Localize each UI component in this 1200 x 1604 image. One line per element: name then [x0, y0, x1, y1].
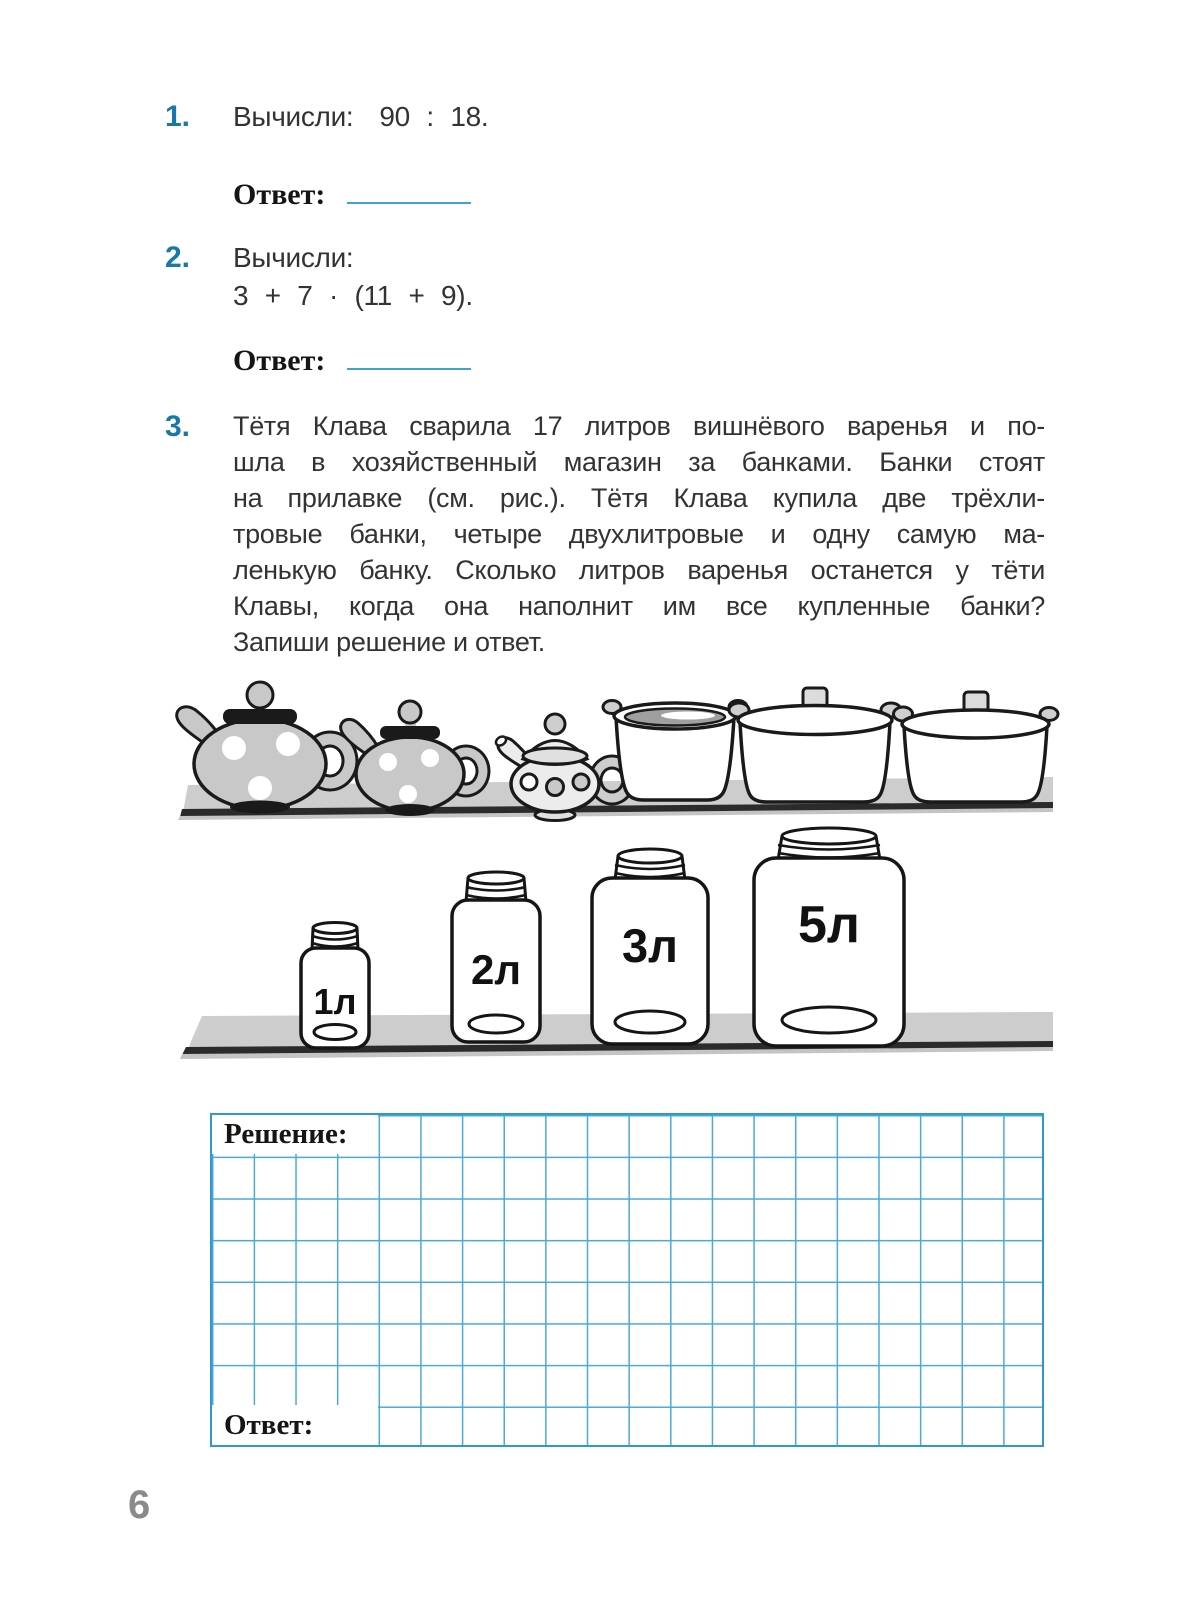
task-2-answer-row — [233, 342, 471, 378]
jar-label: 2л — [470, 946, 522, 993]
shelves-illustration — [160, 660, 1060, 1060]
jar-3l-icon — [592, 849, 708, 1044]
paragraph-line: Запиши решение и ответ. — [233, 627, 545, 657]
jar-2l-icon — [452, 872, 540, 1042]
jar-label: 1л — [313, 981, 357, 1022]
page-number: 6 — [128, 1483, 151, 1527]
task-1-text — [233, 101, 488, 133]
task-1-number: 1. — [165, 100, 191, 133]
solution-label-cell — [212, 1115, 378, 1154]
task-1-answer-row — [233, 176, 471, 212]
task-1-answer-label: Ответ: — [233, 178, 326, 211]
paragraph-line: Тётя Клава сварила 17 литров вишнёвого варенья и по- — [233, 411, 1045, 441]
task-1-answer-line[interactable] — [347, 176, 471, 204]
task-3-number: 3. — [165, 410, 191, 443]
task-2-answer-line[interactable] — [347, 342, 471, 370]
pot-lidded-icon-1 — [729, 688, 901, 802]
paragraph-line: тровые банки, четыре двухлитровые и одну самую ма- — [233, 519, 1045, 549]
paragraph-line: ленькую банку. Сколько литров варенья останется у тёти — [233, 555, 1045, 585]
jar-label: 5л — [798, 896, 860, 954]
pot-open-icon — [603, 701, 747, 801]
jar-label: 3л — [622, 919, 678, 972]
task-1-expression: 90 : 18. — [379, 101, 489, 132]
paragraph-line: на прилавке (см. рис.). Тётя Клава купила две трёхли- — [233, 483, 1045, 513]
paragraph-line: Клавы, когда она наполнит им все купленные банки? — [233, 591, 1045, 621]
task-2-expression: 3 + 7 · (11 + 9). — [233, 280, 473, 311]
solution-label: Решение: — [224, 1118, 348, 1150]
task-2-number: 2. — [165, 241, 191, 274]
task-2-answer-label: Ответ: — [233, 344, 326, 377]
jar-5l-icon — [754, 828, 904, 1046]
task-1-prompt: Вычисли: — [233, 101, 354, 132]
pot-lidded-icon-2 — [894, 692, 1059, 802]
grid-answer-label-cell — [212, 1405, 378, 1445]
task-2-prompt: Вычисли: — [233, 242, 354, 273]
jar-1l-icon — [301, 923, 369, 1049]
paragraph-line: шла в хозяйственный магазин за банками. Банки стоят — [233, 447, 1045, 477]
solution-grid[interactable] — [210, 1113, 1044, 1447]
grid-answer-label: Ответ: — [224, 1408, 314, 1441]
task-3-paragraph — [233, 408, 1045, 660]
